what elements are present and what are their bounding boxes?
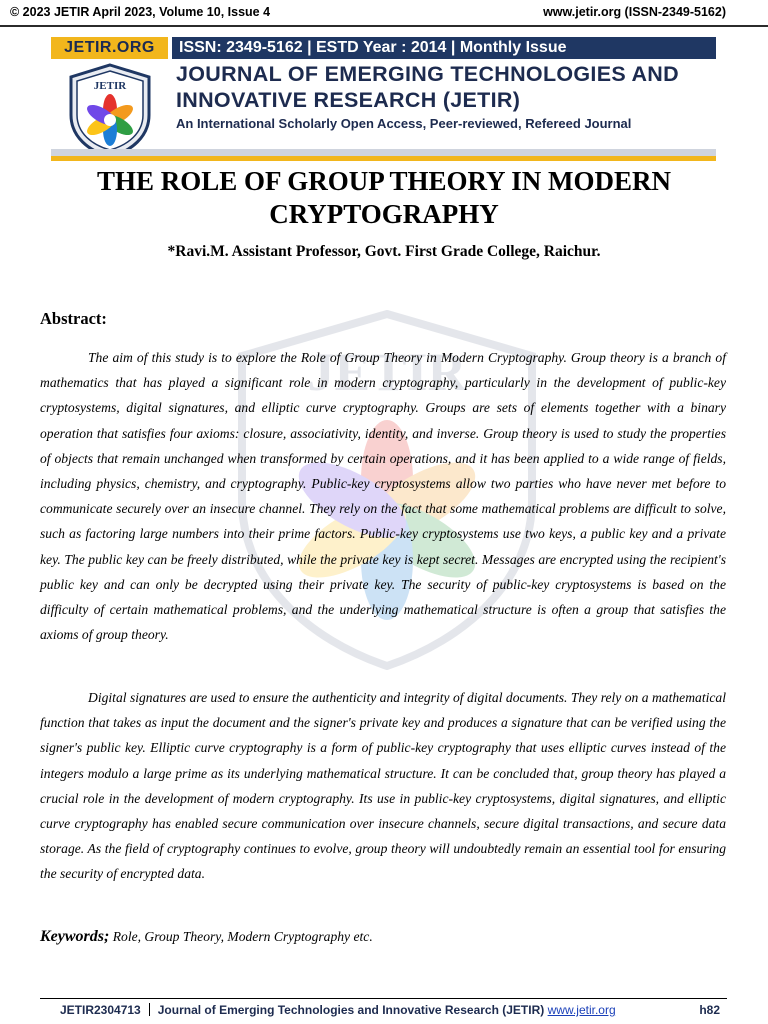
footer-page-number: h82: [699, 1003, 720, 1017]
journal-title-line-1: JOURNAL OF EMERGING TECHNOLOGIES AND: [176, 62, 679, 86]
keywords-label: Keywords;: [40, 928, 110, 945]
footer-journal-name: Journal of Emerging Technologies and Innovative Research (JETIR): [157, 1003, 545, 1017]
paper-title: [40, 165, 728, 231]
keywords-value: Role, Group Theory, Modern Cryptography etc.: [109, 929, 373, 944]
footer-journal-link[interactable]: www.jetir.org: [547, 1003, 616, 1017]
author-line: *Ravi.M. Assistant Professor, Govt. First Grade College, Raichur.: [167, 243, 601, 260]
footer-paper-id: JETIR2304713: [60, 1003, 141, 1017]
keywords: [40, 928, 373, 946]
running-header: [0, 0, 768, 26]
masthead-rule-accent: [51, 156, 716, 161]
journal-title-line-2: INNOVATIVE RESEARCH (JETIR): [176, 88, 521, 112]
page-footer: [60, 1003, 720, 1017]
site-tag: JETIR.ORG: [51, 37, 168, 59]
paper-title-line-1: THE ROLE OF GROUP THEORY IN MODERN: [96, 166, 672, 196]
running-header-left: © 2023 JETIR April 2023, Volume 10, Issue 4: [10, 5, 271, 19]
running-header-right: www.jetir.org (ISSN-2349-5162): [543, 5, 726, 19]
watermark-wordmark: JETIR: [307, 342, 467, 402]
abstract-paragraph-2: Digital signatures are used to ensure the authenticity and integrity of digital documents. They rely on a mathematical function that takes as input the document and the signer's private key and produces a signature that can be verified using the signer's public key. Elliptic curve cryptography is a form of public-key cryptography that uses elliptic curves instead of the integers modulo a large prime as its underlying mathematical structure. It can be concluded that, group theory has played a crucial role in the development of modern cryptography. Its use in public-key cryptosystems, digital signatures, and elliptic curve cryptography has enabled secure communication over insecure channels, secure digital transactions, and secure data storage. As the field of cryptography continues to evolve, group theory will undoubtedly remain an essential tool for ensuring the security of encrypted data.: [40, 690, 726, 882]
journal-masthead: [51, 37, 716, 162]
footer-divider: [40, 998, 727, 999]
journal-title: [176, 61, 716, 113]
abstract-paragraph-1: The aim of this study is to explore the Role of Group Theory in Modern Cryptography. Group theory is a branch of mathematics that has played a significant role in modern cryptography, particularly in the development of public-key cryptosystems, digital signatures, and elliptic curve cryptography. Groups are sets of elements together with a binary operation that satisfies four axioms: closure, associativity, identity, and inverse. Group theory is used to study the properties of objects that remain unchanged when transformed by certain operations, and it has been applied to a wide range of fields, including physics, chemistry, and cryptography. Public-key cryptosystems allow two parties who have never met before to communicate securely over an insecure channel. They rely on the fact that some mathematical problems are difficult to solve, such as factoring large numbers into their prime factors. Public-key cryptosystems use two keys, a public key and a private key. The public key can be freely distributed, while the private key is kept secret. Messages are encrypted using the recipient's public key and can only be decrypted using their private key. The security of public-key cryptosystems is based on the difficulty of certain mathematical problems, and the underlying mathematical structure is often a group that satisfies the axioms of group theory.: [40, 350, 726, 643]
jetir-logo-icon: [63, 63, 157, 159]
paper-title-line-2: CRYPTOGRAPHY: [269, 199, 499, 229]
masthead-rule: [51, 149, 716, 156]
issn-info-bar: ISSN: 2349-5162 | ESTD Year : 2014 | Monthly Issue: [172, 37, 716, 59]
logo-wordmark: JETIR: [93, 80, 127, 92]
header-divider: [0, 25, 768, 27]
journal-subtitle: An International Scholarly Open Access, Peer-reviewed, Refereed Journal: [176, 116, 632, 131]
footer-separator: [149, 1003, 150, 1016]
abstract-heading: Abstract:: [40, 309, 107, 328]
